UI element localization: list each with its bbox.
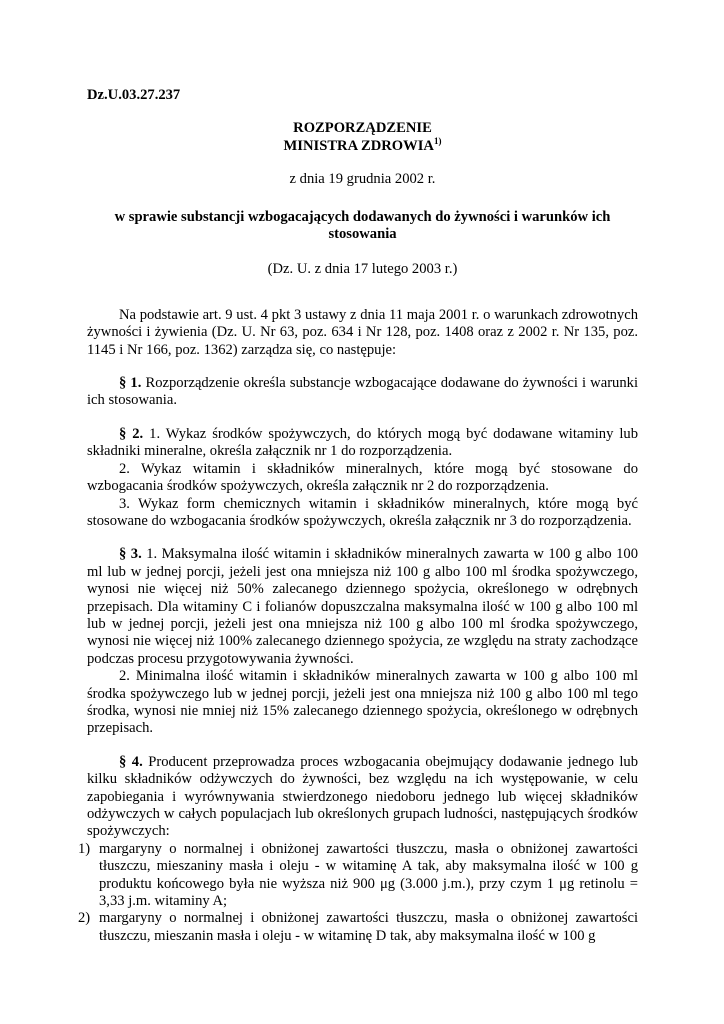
section-2-para-1 [87, 426, 638, 461]
list-item-text: margaryny o normalnej i obniżonej zawartości tłuszczu, masła o obniżonej zawartości tłuszczu, mieszanin masła i oleju - w witaminę D tak, aby maksymalna ilość w 100 g [99, 910, 638, 944]
list-item-text: margaryny o normalnej i obniżonej zawartości tłuszczu, masła o obniżonej zawartości tłuszczu, mieszaniny masła i oleju - w witaminę A tak, aby maksymalna ilość w 100 g produktu końcowego była nie wyższa niż 900 μg (3.000 j.m.), przy czym 1 μg retinolu = 3,33 j.m. witaminy A; [99, 840, 638, 910]
section-3-para-1 [87, 546, 638, 668]
list-item-number: 1) [78, 840, 91, 857]
section-4-text: Producent przeprowadza proces wzbogacania obejmujący dodawanie jednego lub kilku składników odżywczych do żywności, bez względu na ich występowanie, w celu zapobiegania i wyrównywania stwierdzonego niedoboru jednego lub więcej składników odżywczych w całych populacjach lub określonych grupach ludności, następujących środków spożywczych: [87, 753, 639, 840]
section-1 [87, 375, 638, 410]
section-4-sign: § 4. [119, 753, 143, 770]
document-id: Dz.U.03.27.237 [87, 87, 181, 103]
section-2-para-1-text: 1. Wykaz środków spożywczych, do których mogą być dodawane witaminy lub składniki mineralne, określa załącznik nr 1 do rozporządzenia. [87, 425, 638, 460]
intro-paragraph: Na podstawie art. 9 ust. 4 pkt 3 ustawy z dnia 11 maja 2001 r. o warunkach zdrowotnych żywności i żywienia (Dz. U. Nr 63, poz. 634 i Nr 128, poz. 1408 oraz z 2002 r. Nr 135, poz. 1145 i Nr 166, poz. 1362) zarządza się, co następuje: [87, 306, 638, 358]
section-2-sign: § 2. [119, 425, 144, 442]
title-line-2-text: MINISTRA ZDROWIA [283, 137, 434, 154]
section-1-sign: § 1. [119, 375, 142, 392]
list-item [78, 840, 638, 911]
section-1-text: Rozporządzenie określa substancje wzbogacające dodawane do żywności i warunki ich stosowania. [87, 375, 639, 409]
document-date: z dnia 19 grudnia 2002 r. [289, 171, 436, 188]
section-4 [87, 754, 638, 841]
section-2-para-3: 3. Wykaz form chemicznych witamin i składników mineralnych, które mogą być stosowane do wzbogacania środków spożywczych, określa załącznik nr 3 do rozporządzenia. [87, 495, 638, 529]
title-line-2 [87, 135, 638, 155]
list-item-number: 2) [78, 910, 91, 927]
title-line-1: ROZPORZĄDZENIE [293, 120, 432, 137]
document-body [78, 87, 639, 945]
section-3-sign: § 3. [119, 546, 142, 563]
section-2-para-2: 2. Wykaz witamin i składników mineralnych, które mogą być stosowane do wzbogacania środków spożywczych, określa załącznik nr 2 do rozporządzenia. [87, 460, 638, 495]
footnote-mark[interactable]: 1) [433, 135, 442, 146]
publication-reference: (Dz. U. z dnia 17 lutego 2003 r.) [267, 261, 458, 278]
list-item [78, 910, 638, 945]
document-subject: w sprawie substancji wzbogacających dodawanych do żywności i warunków ich stosowania [114, 208, 611, 243]
section-4-list [78, 840, 638, 945]
section-3-para-2: 2. Minimalna ilość witamin i składników mineralnych zawarta w 100 g albo 100 ml środka spożywczego lub w jednej porcji, jeżeli jest ona mniejsza niż 100 g albo 100 ml tego środka, wynosi nie mniej niż 15% zalecanego dziennego spożycia, określonego w odrębnych przepisach. [87, 668, 638, 737]
section-3-para-1-text: 1. Maksymalna ilość witamin i składników mineralnych zawarta w 100 g albo 100 ml lub w jednej porcji, jeżeli jest ona mniejsza niż 100 g albo 100 ml środka spożywczego, wynosi nie więcej niż 50% zalecanego dziennego spożycia, określonego w odrębnych przepisach. Dla witaminy C i folianów dopuszczalna maksymalna ilość w 100 g albo 100 ml lub w jednej porcji, jeżeli jest ona mniejsza niż 100 g albo 100 ml środka spożywczego, wynosi nie więcej niż 100% zalecanego dziennego spożycia, ze względu na straty zachodzące podczas procesu przygotowywania żywności. [87, 546, 638, 667]
